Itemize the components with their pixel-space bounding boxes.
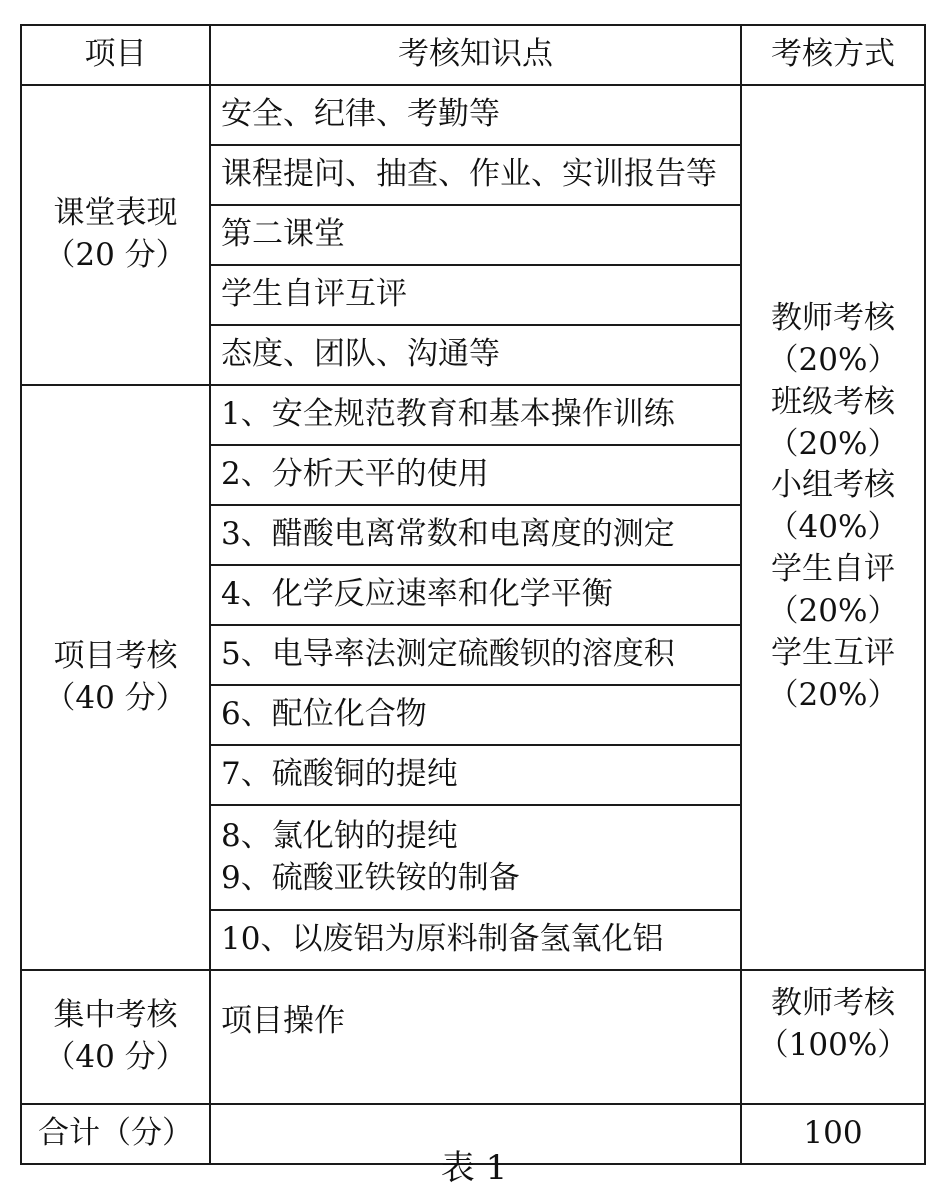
project-point <box>210 805 741 910</box>
project-point: 2、分析天平的使用 <box>210 445 741 505</box>
concentrated-point: 项目操作 <box>210 970 741 1104</box>
concentrated-method-pct: （100%） <box>757 1026 909 1063</box>
method-cell <box>741 85 925 970</box>
header-row <box>21 25 925 85</box>
method-pct: （20%） <box>767 592 899 629</box>
project-point: 3、醋酸电离常数和电离度的测定 <box>210 505 741 565</box>
total-value: 100 <box>741 1104 925 1164</box>
method-label: 学生自评 <box>771 551 895 588</box>
project-point: 4、化学反应速率和化学平衡 <box>210 565 741 625</box>
classroom-point: 态度、团队、沟通等 <box>210 325 741 385</box>
header-points: 考核知识点 <box>210 25 741 85</box>
concentrated-score: （40 分） <box>44 1039 187 1075</box>
method-label: 教师考核 <box>771 300 895 336</box>
table-row <box>21 85 925 145</box>
project-point: 5、电导率法测定硫酸钡的溶度积 <box>210 625 741 685</box>
table-row <box>21 970 925 1104</box>
concentrated-item <box>21 970 210 1104</box>
project-point: 10、以废铝为原料制备氢氧化铝 <box>210 910 741 970</box>
project-point: 1、安全规范教育和基本操作训练 <box>210 385 741 445</box>
method-label: 小组考核 <box>771 467 895 504</box>
project-point: 6、配位化合物 <box>210 685 741 745</box>
classroom-point: 第二课堂 <box>210 205 741 265</box>
classroom-name: 课堂表现 <box>53 195 178 232</box>
method-pct: （20%） <box>767 676 899 713</box>
classroom-point: 课程提问、抽查、作业、实训报告等 <box>210 145 741 205</box>
table-caption: 表 1 <box>440 1148 508 1188</box>
project-point: 7、硫酸铜的提纯 <box>210 745 741 805</box>
concentrated-method-label: 教师考核 <box>771 985 895 1021</box>
classroom-point: 学生自评互评 <box>210 265 741 325</box>
project-score: （40 分） <box>44 679 187 716</box>
method-pct: （40%） <box>767 509 899 546</box>
project-point-line: 8、氯化钠的提纯 <box>221 817 458 854</box>
method-pct: （20%） <box>767 425 899 462</box>
concentrated-name: 集中考核 <box>53 997 178 1034</box>
project-point-line: 9、硫酸亚铁铵的制备 <box>221 859 520 896</box>
concentrated-method <box>741 970 925 1104</box>
header-method: 考核方式 <box>741 25 925 85</box>
assessment-table <box>20 24 926 1165</box>
method-pct: （20%） <box>767 341 899 378</box>
classroom-score: （20 分） <box>44 237 187 273</box>
project-name: 项目考核 <box>53 637 178 674</box>
classroom-item <box>21 85 210 385</box>
header-item: 项目 <box>21 25 210 85</box>
project-item <box>21 385 210 970</box>
method-label: 学生互评 <box>771 634 895 671</box>
classroom-point: 安全、纪律、考勤等 <box>210 85 741 145</box>
total-label: 合计（分） <box>21 1104 210 1164</box>
method-label: 班级考核 <box>771 383 895 420</box>
